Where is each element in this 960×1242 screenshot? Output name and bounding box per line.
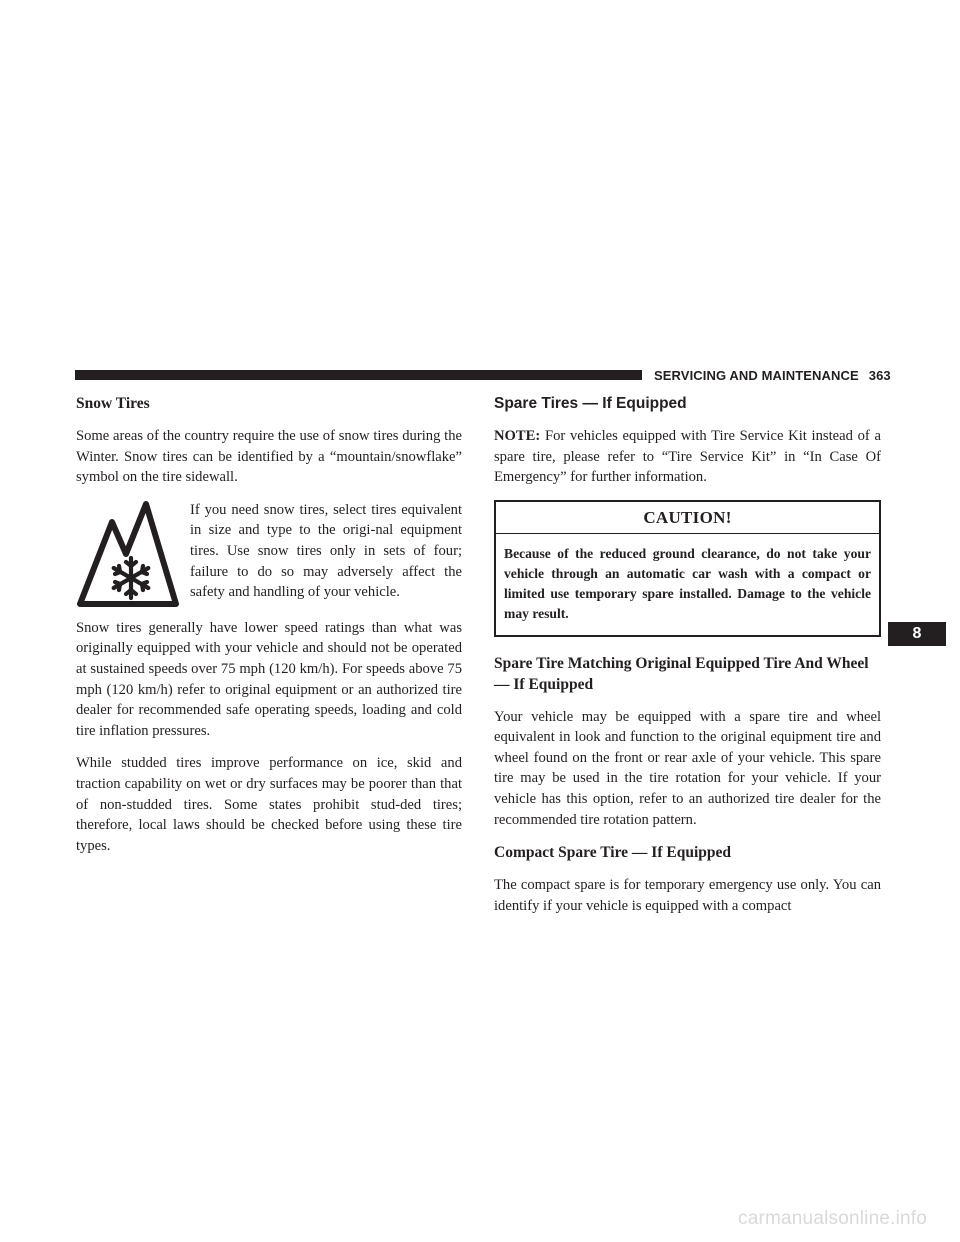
spare-tires-heading: Spare Tires — If Equipped <box>494 395 687 412</box>
snowflake-figure-block <box>76 500 462 608</box>
running-header <box>654 368 891 383</box>
snow-tires-paragraph-1: Some areas of the country require the use of snow tires during the Winter. Snow tires can be identified by a “mountain/snowflake” symbol on the tire sidewall. <box>76 428 462 486</box>
snow-tires-paragraph-4: While studded tires improve performance on ice, skid and traction capability on wet or dry surfaces may be poorer than that of non-studded tires. Some states prohibit stud-ded tires; therefore, local laws should be checked before using these tire types. <box>76 755 462 854</box>
compact-spare-heading: Compact Spare Tire — If Equipped <box>494 844 731 862</box>
snow-tires-paragraph-3: Snow tires generally have lower speed ratings than what was originally equipped with your vehicle and should not be operated at sustained speeds over 75 mph (120 km/h). For speeds above 75 mph (120 km/h) refer to original equipment or an authorized tire dealer for recommended safe operating speeds, loading and cold tire inflation pressures. <box>76 619 462 739</box>
caution-text: Because of the reduced ground clearance, do not take your vehicle through an automatic car wash with a compact or limited use temporary spare installed. Damage to the vehicle may result. <box>504 545 871 622</box>
right-column <box>494 393 881 928</box>
snow-tires-paragraph-2: If you need snow tires, select tires equivalent in size and type to the origi-nal equipment tires. Use snow tires only in sets of four; failure to do so may adversely affect the safety and handling of your vehicle. <box>190 501 462 601</box>
mountain-snowflake-icon <box>76 500 180 608</box>
left-column <box>76 393 462 868</box>
section-title: SERVICING AND MAINTENANCE <box>654 368 859 383</box>
snow-tires-heading: Snow Tires <box>76 395 150 412</box>
note-paragraph <box>494 426 881 488</box>
caution-box <box>494 500 881 637</box>
note-label: NOTE: <box>494 428 541 444</box>
note-text: For vehicles equipped with Tire Service Kit instead of a spare tire, please refer to “Tire Service Kit” in “In Case Of Emergency” for further information. <box>494 428 881 486</box>
matching-spare-heading: Spare Tire Matching Original Equipped Tire And Wheel — If Equipped <box>494 654 869 693</box>
matching-spare-paragraph: Your vehicle may be equipped with a spare tire and wheel equivalent in look and function to the original equipment tire and wheel found on the front or rear axle of your vehicle. This spare tire may be used in the tire rotation for your vehicle. If your vehicle has this option, refer to an authorized tire dealer for the recommended tire rotation pattern. <box>494 708 881 828</box>
page-number: 363 <box>868 368 891 383</box>
chapter-tab: 8 <box>888 622 946 646</box>
caution-title: CAUTION! <box>496 502 879 534</box>
header-rule <box>75 370 642 380</box>
compact-spare-paragraph: The compact spare is for temporary emergency use only. You can identify if your vehicle is equipped with a compact <box>494 877 881 914</box>
watermark: carmanualsonline.info <box>738 1208 928 1229</box>
